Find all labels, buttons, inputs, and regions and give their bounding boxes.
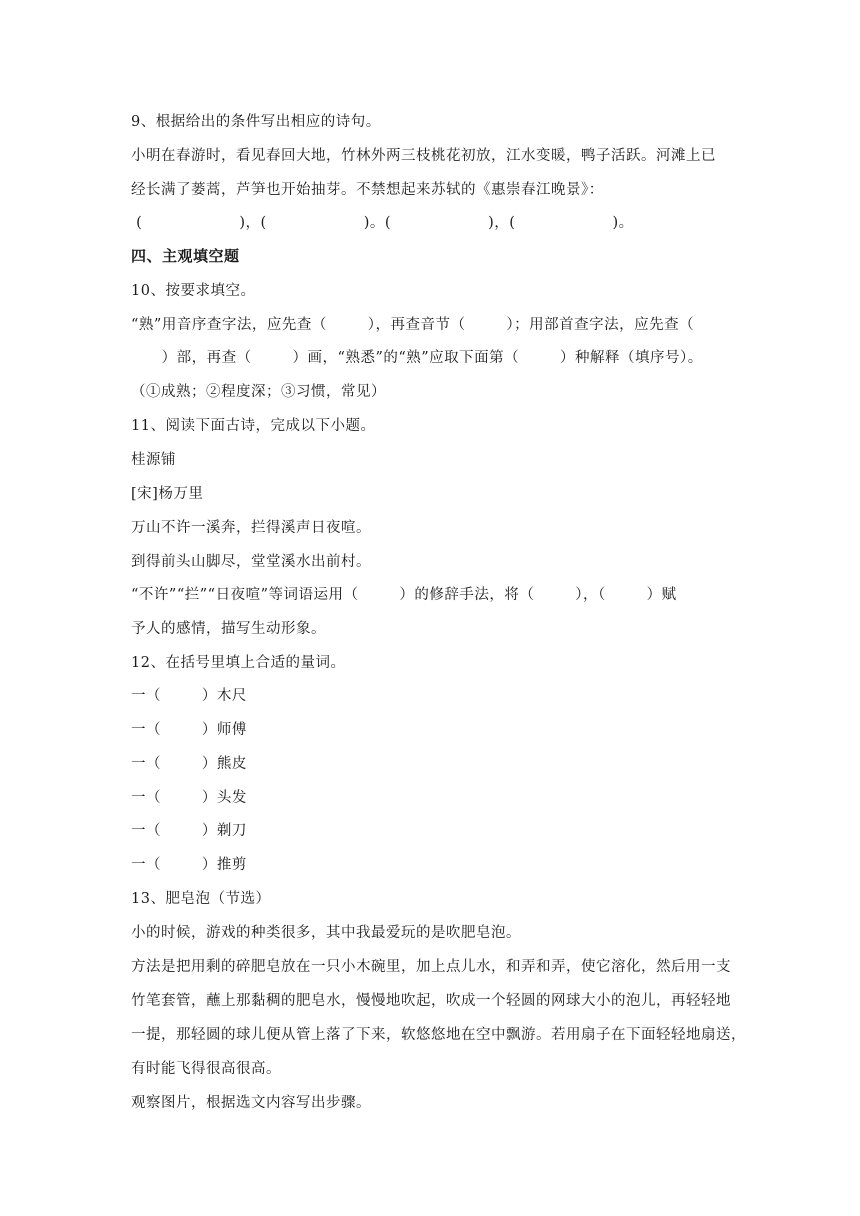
q13-paragraph-2-line-4: 有时能飞得很高很高。 <box>131 1061 281 1077</box>
q9-paragraph-line-2: 经长满了蒌蒿，芦笋也开始抽芽。不禁想起来苏轼的《惠崇春江晚景》： <box>131 182 604 198</box>
q12-item-2: 一（ ）师傅 <box>131 722 247 738</box>
q12-title: 12、在括号里填上合适的量词。 <box>131 655 346 671</box>
q13-paragraph-2-line-3: 一提，那轻圆的球儿便从管上落了下来，软悠悠地在空中飘游。若用扇子在下面轻轻地扇送， <box>131 1027 746 1043</box>
q13-title: 13、肥皂泡（节选） <box>131 891 271 907</box>
q10-title: 10、按要求填空。 <box>131 283 256 299</box>
q10-line-2: ）部，再查（ ）画，“熟悉”的“熟”应取下面第（ ）种解释（填序号）。 <box>131 350 703 366</box>
q13-paragraph-2-line-2: 竹笔套管，蘸上那黏稠的肥皂水，慢慢地吹起，吹成一个轻圆的网球大小的泡儿，再轻轻地 <box>131 993 731 1009</box>
q11-question-line-2: 予人的感情，描写生动形象。 <box>131 621 326 637</box>
q10-line-3: （①成熟；②程度深；③习惯，常见） <box>131 384 386 400</box>
q11-question-line-1: “不许”“拦”“日夜喧”等词语运用（ ）的修辞手法，将（ ），（ ）赋 <box>131 587 677 603</box>
q11-title: 11、阅读下面古诗，完成以下小题。 <box>131 418 376 434</box>
poem-verse-1: 万山不许一溪奔，拦得溪声日夜喧。 <box>131 520 371 536</box>
poem-title: 桂源铺 <box>131 452 176 468</box>
q12-item-3: 一（ ）熊皮 <box>131 756 247 772</box>
section-heading-subjective-fill: 四、主观填空题 <box>131 247 240 265</box>
q9-answer-blanks: ( )，( )。( )，( )。 <box>131 215 634 231</box>
q12-item-4: 一（ ）头发 <box>131 790 247 806</box>
q12-item-5: 一（ ）剃刀 <box>131 823 247 839</box>
q10-line-1: “熟”用音序查字法，应先查（ ），再查音节（ ）；用部首查字法，应先查（ <box>131 317 695 333</box>
q9-paragraph-line-1: 小明在春游时，看见春回大地，竹林外两三枝桃花初放，江水变暖，鸭子活跃。河滩上已 <box>131 148 716 164</box>
q13-paragraph-2-line-1: 方法是把用剩的碎肥皂放在一只小木碗里，加上点儿水，和弄和弄，使它溶化，然后用一支 <box>131 959 731 975</box>
q13-instruction: 观察图片，根据选文内容写出步骤。 <box>131 1095 371 1111</box>
q12-item-6: 一（ ）推剪 <box>131 857 247 873</box>
q9-title: 9、根据给出的条件写出相应的诗句。 <box>131 114 381 130</box>
poem-author: [宋]杨万里 <box>131 486 204 502</box>
q13-paragraph-1: 小的时候，游戏的种类很多，其中我最爱玩的是吹肥皂泡。 <box>131 925 521 941</box>
poem-verse-2: 到得前头山脚尽，堂堂溪水出前村。 <box>131 554 371 570</box>
q12-item-1: 一（ ）木尺 <box>131 688 247 704</box>
